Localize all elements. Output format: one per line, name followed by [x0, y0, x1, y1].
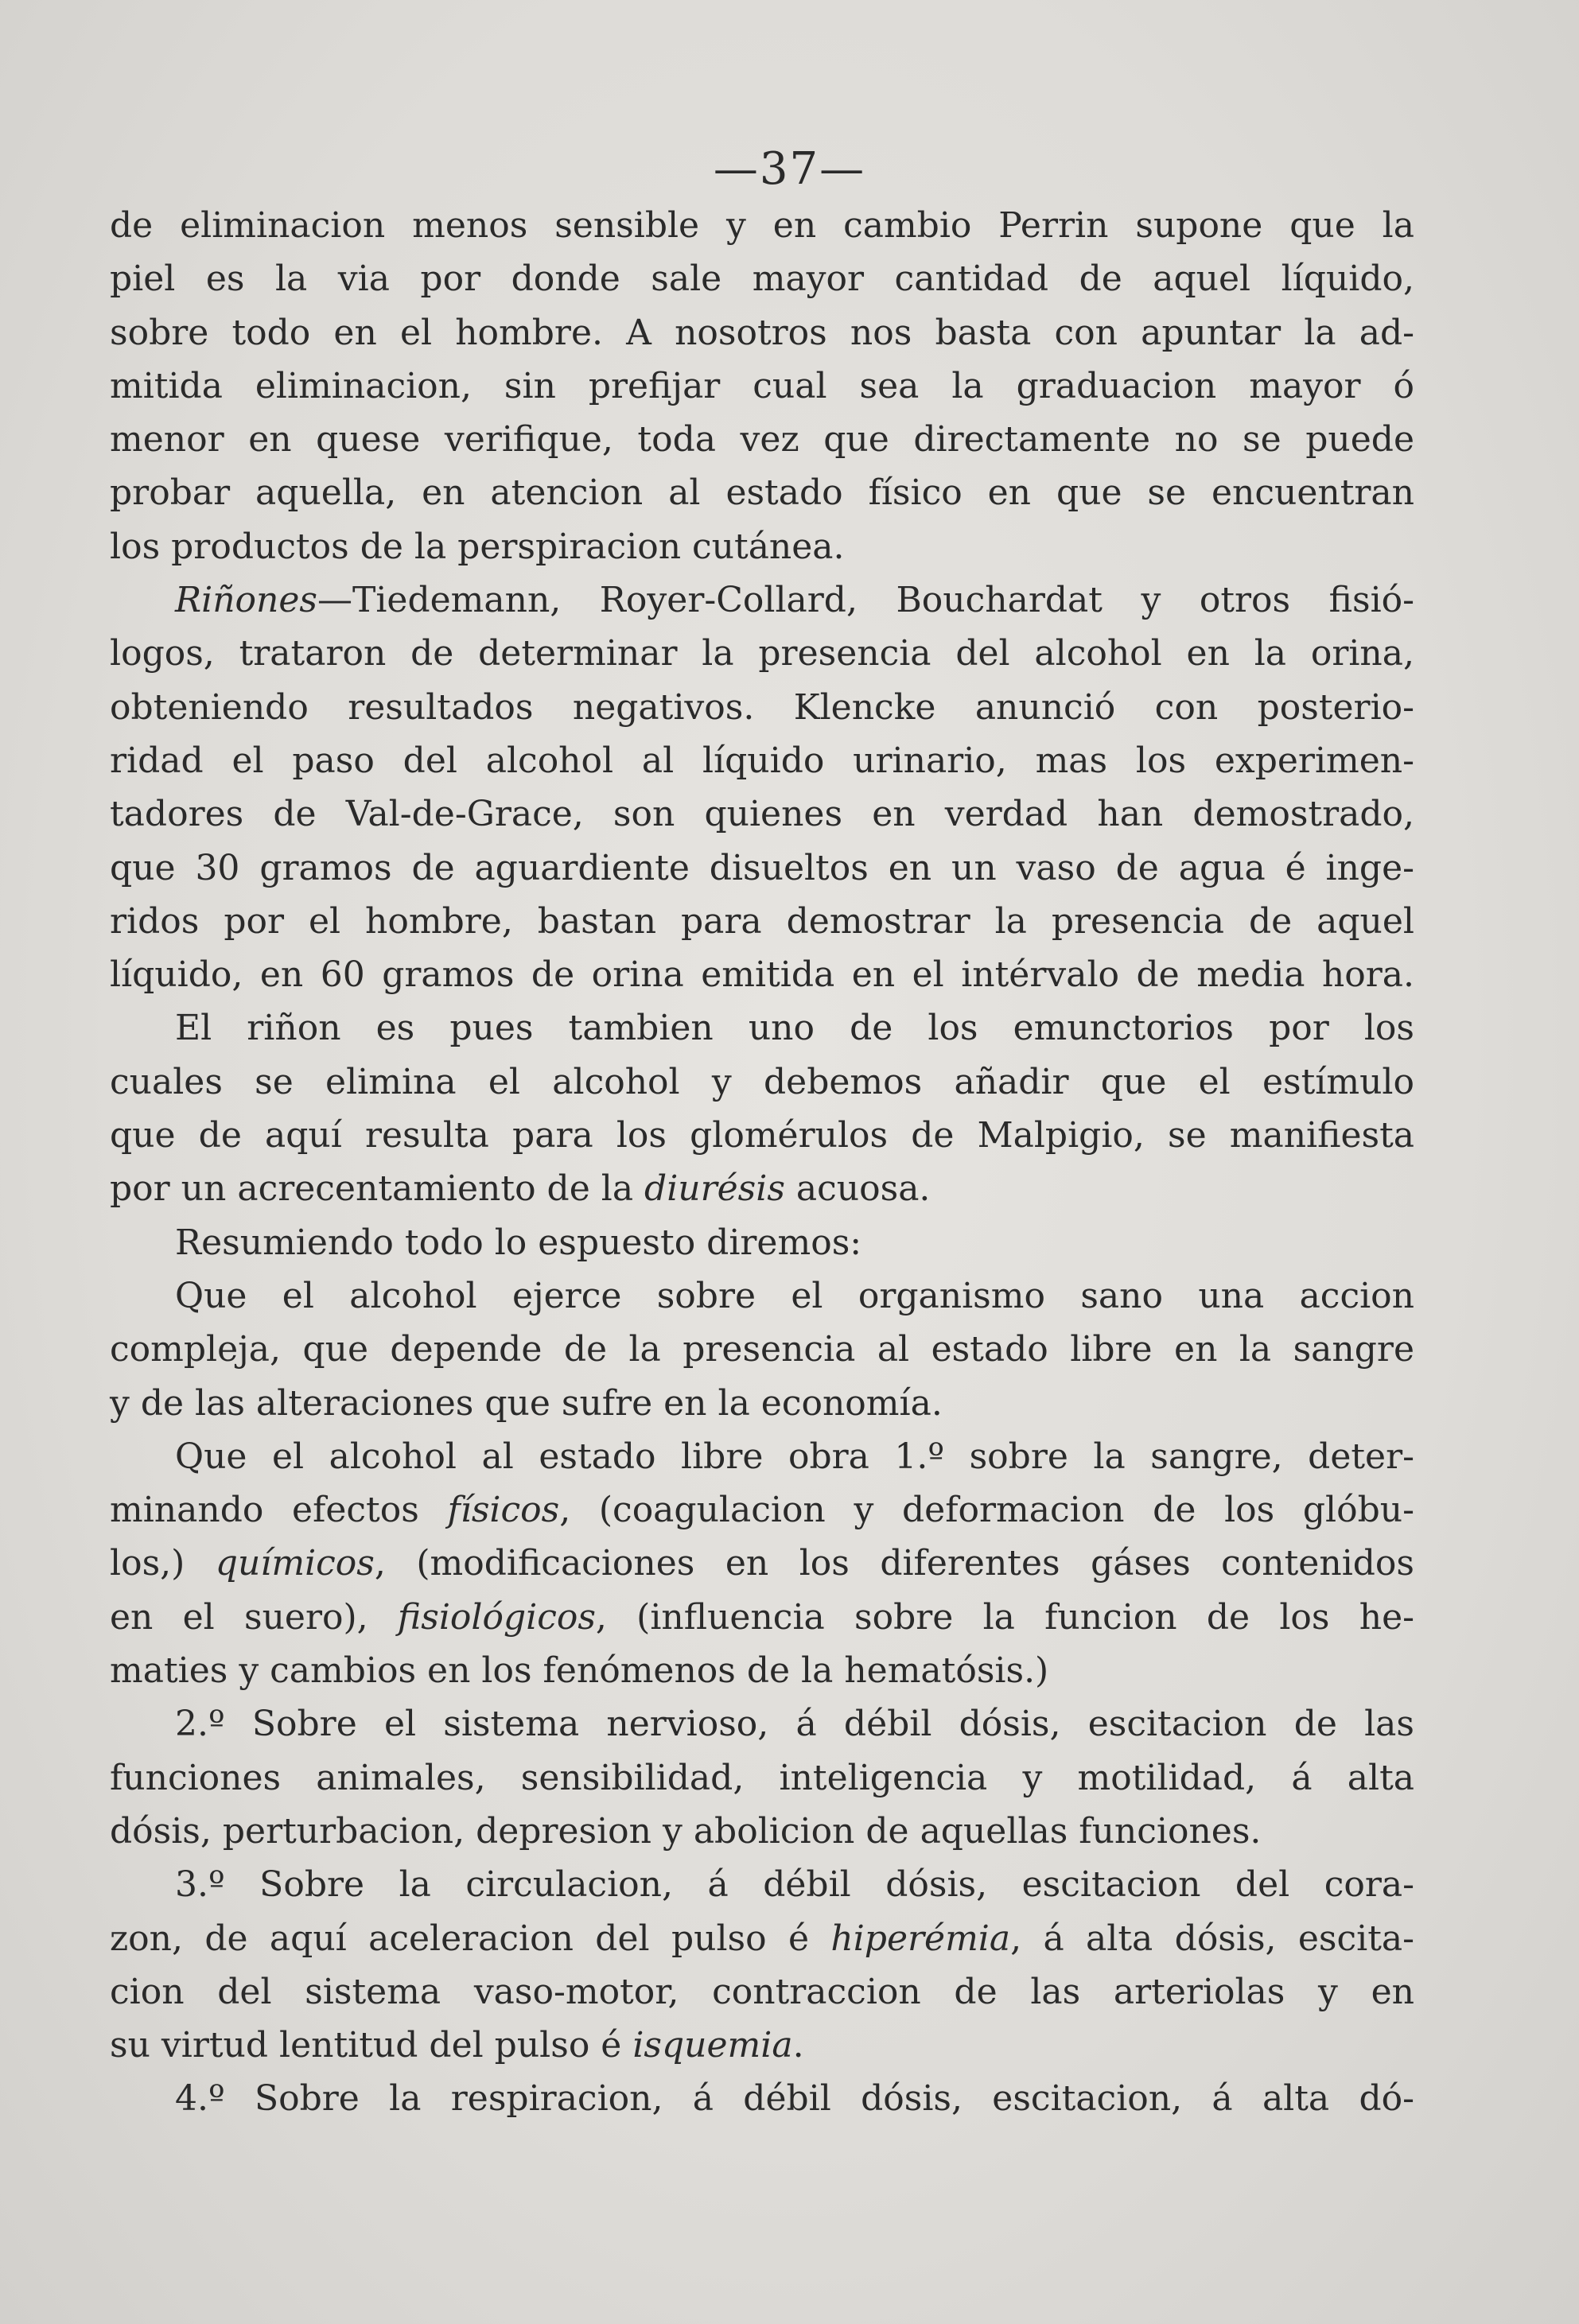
text-line: sobre todo en el hombre. A nosotros nos basta con apuntar la ad-: [110, 312, 1414, 353]
italic-term: isquemia: [632, 2025, 793, 2066]
text-line: zon, de aquí aceleracion del pulso é hiperémia, á alta dósis, escita-: [110, 1918, 1415, 1959]
text-line: Resumiendo todo lo espuesto diremos:: [175, 1222, 862, 1263]
text-line: tadores de Val-de-Grace, son quienes en verdad han demostrado,: [110, 794, 1414, 835]
text-line: menor en quese verifique, toda vez que directamente no se puede: [110, 419, 1414, 461]
text-line: líquido, en 60 gramos de orina emitida en el intérvalo de media hora.: [110, 954, 1414, 996]
text-line: logos, trataron de determinar la presencia del alcohol en la orina,: [110, 633, 1414, 674]
text-line: que de aquí resulta para los glomérulos de Malpigio, se manifiesta: [110, 1115, 1414, 1156]
text-line: probar aquella, en atencion al estado físico en que se encuentran: [110, 472, 1414, 514]
italic-term: Riñones: [175, 580, 317, 621]
text-line: Que el alcohol ejerce sobre el organismo sano una accion: [175, 1275, 1414, 1316]
text-line: cuales se elimina el alcohol y debemos añadir que el estímulo: [110, 1061, 1414, 1102]
text-line: ridad el paso del alcohol al líquido urinario, mas los experimen-: [110, 740, 1414, 781]
text-line: ridos por el hombre, bastan para demostrar la presencia de aquel: [110, 900, 1414, 942]
italic-term: químicos: [215, 1543, 375, 1584]
text-line: mitida eliminacion, sin prefijar cual sea la graduacion mayor ó: [110, 365, 1414, 406]
body-text: [110, 199, 1414, 2126]
italic-term: físicos: [447, 1490, 560, 1531]
text-line: compleja, que depende de la presencia al estado libre en la sangre: [110, 1329, 1414, 1370]
text-line: que 30 gramos de aguardiente disueltos en un vaso de agua é inge-: [110, 847, 1414, 888]
italic-term: hiperémia: [830, 1918, 1011, 1959]
text-line: y de las alteraciones que sufre en la economía.: [110, 1382, 943, 1424]
text-line: los productos de la perspiracion cutánea.: [110, 526, 845, 567]
italic-term: diurésis: [644, 1168, 785, 1210]
text-line: dósis, perturbacion, depresion y abolicion de aquellas funciones.: [110, 1810, 1262, 1852]
text-line: funciones animales, sensibilidad, inteligencia y motilidad, á alta: [110, 1757, 1414, 1798]
text-line: de eliminacion menos sensible y en cambio Perrin supone que la: [110, 205, 1414, 246]
text-line: obteniendo resultados negativos. Klencke anunció con posterio-: [110, 686, 1414, 728]
text-line: cion del sistema vaso-motor, contraccion de las arteriolas y en: [110, 1971, 1414, 2012]
text-line: Riñones—Tiedemann, Royer-Collard, Bouchardat y otros fisió-: [175, 580, 1414, 621]
text-line: Que el alcohol al estado libre obra 1.º sobre la sangre, deter-: [175, 1436, 1414, 1477]
text-line: El riñon es pues tambien uno de los emunctorios por los: [175, 1008, 1414, 1049]
text-line: minando efectos físicos, (coagulacion y deformacion de los glóbu-: [110, 1490, 1414, 1531]
text-line: los,) químicos, (modificaciones en los diferentes gáses contenidos: [110, 1543, 1414, 1584]
text-line: su virtud lentitud del pulso é isquemia.: [110, 2025, 804, 2066]
text-line: 2.º Sobre el sistema nervioso, á débil dósis, escitacion de las: [175, 1704, 1414, 1745]
text-line: 4.º Sobre la respiracion, á débil dósis, escitacion, á alta dó-: [175, 2078, 1414, 2120]
text-line: en el suero), fisiológicos, (influencia sobre la funcion de los he-: [110, 1596, 1414, 1638]
italic-term: fisiológicos: [397, 1596, 596, 1638]
text-line: por un acrecentamiento de la diurésis acuosa.: [110, 1168, 931, 1210]
text-line: maties y cambios en los fenómenos de la hematósis.): [110, 1650, 1049, 1692]
text-line: 3.º Sobre la circulacion, á débil dósis, escitacion del cora-: [175, 1864, 1414, 1906]
page-number: —37—: [713, 143, 866, 195]
text-line: piel es la via por donde sale mayor cantidad de aquel líquido,: [110, 258, 1414, 300]
